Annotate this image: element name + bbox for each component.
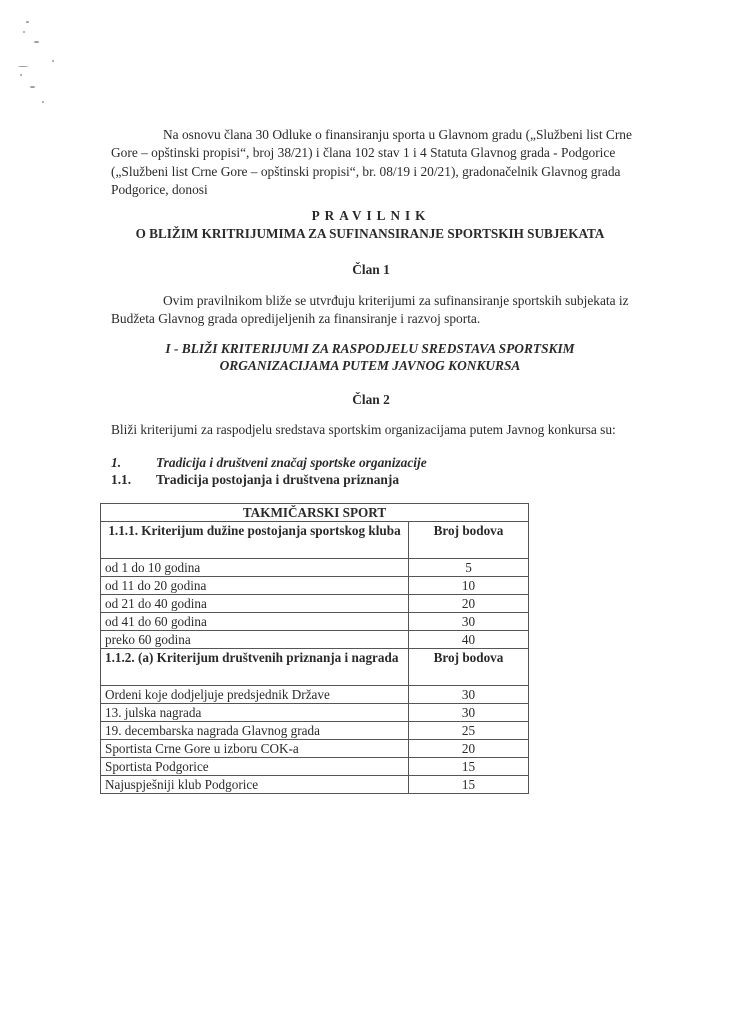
row-points: 30 — [409, 613, 529, 631]
row-label: od 1 do 10 godina — [101, 559, 409, 577]
article-1-line-1: Ovim pravilnikom bliže se utvrđuju kriterijumi za sufinansiranje sportskih subjekata iz — [163, 293, 629, 308]
table-row — [101, 704, 529, 722]
article-1-text — [111, 292, 641, 329]
table-row — [101, 758, 529, 776]
table-row — [101, 686, 529, 704]
group-1-header: 1.1.1. Kriterijum dužine postojanja sportskog kluba — [101, 522, 409, 559]
group-2-header: 1.1.2. (a) Kriterijum društvenih priznanja i nagrada — [101, 649, 409, 686]
row-points: 20 — [409, 595, 529, 613]
group-1-points-header: Broj bodova — [409, 522, 529, 559]
table-row — [101, 559, 529, 577]
row-points: 20 — [409, 740, 529, 758]
row-points: 30 — [409, 704, 529, 722]
row-label: od 11 do 20 godina — [101, 577, 409, 595]
row-points: 30 — [409, 686, 529, 704]
table-row — [101, 595, 529, 613]
row-points: 10 — [409, 577, 529, 595]
row-points: 5 — [409, 559, 529, 577]
row-label: od 41 do 60 godina — [101, 613, 409, 631]
criteria-table — [100, 503, 529, 794]
row-label: Ordeni koje dodjeljuje predsjednik Države — [101, 686, 409, 704]
table-title: TAKMIČARSKI SPORT — [101, 504, 529, 522]
row-points: 15 — [409, 776, 529, 794]
intro-line-1: Na osnovu člana 30 Odluke o finansiranju sporta u Glavnom gradu („Službeni list Crne — [163, 127, 632, 142]
list-item-1-1-text: Tradicija postojanja i društvena priznanja — [156, 472, 400, 487]
section-1-heading — [100, 340, 640, 374]
list-item-1 — [111, 455, 511, 473]
section-1-line-1: I - BLIŽI KRITERIJUMI ZA RASPODJELU SREDSTAVA SPORTSKIM — [165, 341, 575, 356]
intro-line-2: Gore – opštinski propisi“, broj 38/21) i člana 102 stav 1 i 4 Statuta Glavnog grada - Podgorice — [111, 145, 616, 161]
row-points: 25 — [409, 722, 529, 740]
row-label: od 21 do 40 godina — [101, 595, 409, 613]
document-title: PRAVILNIK — [311, 208, 431, 223]
group-2-points-header: Broj bodova — [409, 649, 529, 686]
table-row — [101, 722, 529, 740]
table-row — [101, 776, 529, 794]
table-row — [101, 740, 529, 758]
row-label: preko 60 godina — [101, 631, 409, 649]
article-1-line-2: Budžeta Glavnog grada opredijeljenih za finansiranje i razvoj sporta. — [111, 311, 481, 327]
list-item-1-1-number: 1.1. — [111, 472, 132, 487]
article-1-heading: Član 1 — [352, 262, 390, 277]
table-row — [101, 613, 529, 631]
table-row — [101, 631, 529, 649]
list-item-1-number: 1. — [111, 455, 122, 470]
list-item-1-1 — [111, 472, 511, 490]
article-2-heading: Član 2 — [352, 392, 390, 407]
row-points: 40 — [409, 631, 529, 649]
row-label: 19. decembarska nagrada Glavnog grada — [101, 722, 409, 740]
document-subtitle: O BLIŽIM KRITRIJUMIMA ZA SUFINANSIRANJE SPORTSKIH SUBJEKATA — [135, 226, 605, 241]
row-label: Sportista Crne Gore u izboru COK-a — [101, 740, 409, 758]
section-1-line-2: ORGANIZACIJAMA PUTEM JAVNOG KONKURSA — [219, 358, 521, 373]
article-2-text: Bliži kriterijumi za raspodjelu sredstava sportskim organizacijama putem Javnog konkursa su: — [111, 422, 616, 437]
row-points: 15 — [409, 758, 529, 776]
table-row — [101, 577, 529, 595]
row-label: Najuspješniji klub Podgorice — [101, 776, 409, 794]
list-item-1-text: Tradicija i društveni značaj sportske organizacije — [156, 455, 427, 470]
intro-line-4: Podgorice, donosi — [111, 182, 208, 198]
intro-line-3: („Službeni list Crne Gore – opštinski propisi“, br. 08/19 i 20/21), gradonačelnik Glavnog grada — [111, 163, 621, 179]
intro-text — [111, 126, 631, 200]
row-label: 13. julska nagrada — [101, 704, 409, 722]
row-label: Sportista Podgorice — [101, 758, 409, 776]
scan-specks — [0, 0, 120, 110]
